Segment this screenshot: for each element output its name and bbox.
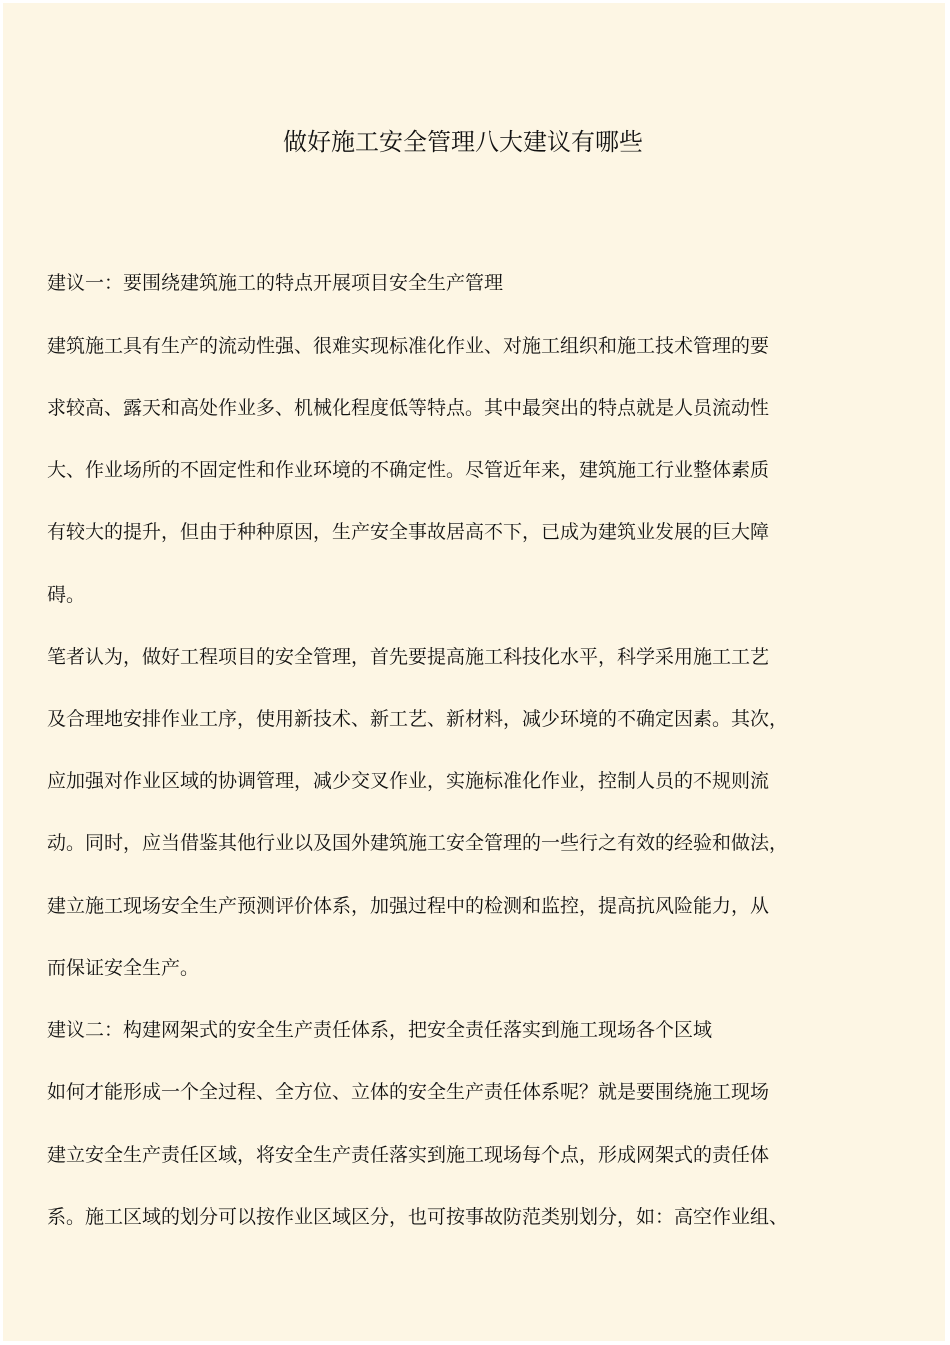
paragraph-line: 有较大的提升，但由于种种原因，生产安全事故居高不下，已成为建筑业发展的巨大障: [47, 521, 770, 543]
paragraph-line: 动。同时，应当借鉴其他行业以及国外建筑施工安全管理的一些行之有效的经验和做法，: [47, 832, 789, 854]
document-page: [3, 3, 945, 1341]
paragraph-line: 系。施工区域的划分可以按作业区域区分，也可按事故防范类别划分，如：高空作业组、: [47, 1206, 789, 1228]
paragraph-line: 应加强对作业区域的协调管理，减少交叉作业，实施标准化作业，控制人员的不规则流: [47, 770, 770, 792]
document-title: 做好施工安全管理八大建议有哪些: [283, 128, 643, 156]
paragraph-line: 求较高、露天和高处作业多、机械化程度低等特点。其中最突出的特点就是人员流动性: [47, 397, 770, 419]
paragraph-line: 建立安全生产责任区域，将安全生产责任落实到施工现场每个点，形成网架式的责任体: [47, 1144, 770, 1166]
heading-suggestion-2: 建议二：构建网架式的安全生产责任体系，把安全责任落实到施工现场各个区域: [47, 1019, 713, 1041]
paragraph-line: 建筑施工具有生产的流动性强、很难实现标准化作业、对施工组织和施工技术管理的要: [47, 335, 770, 357]
paragraph-line: 大、作业场所的不固定性和作业环境的不确定性。尽管近年来，建筑施工行业整体素质: [47, 459, 770, 481]
paragraph-line: 碍。: [47, 584, 86, 606]
paragraph-line: 如何才能形成一个全过程、全方位、立体的安全生产责任体系呢？就是要围绕施工现场: [47, 1081, 770, 1103]
heading-suggestion-1: 建议一：要围绕建筑施工的特点开展项目安全生产管理: [47, 272, 504, 294]
paragraph-line: 建立施工现场安全生产预测评价体系，加强过程中的检测和监控，提高抗风险能力，从: [47, 895, 770, 917]
paragraph-line: 及合理地安排作业工序，使用新技术、新工艺、新材料，减少环境的不确定因素。其次，: [47, 708, 789, 730]
paragraph-line: 而保证安全生产。: [47, 957, 200, 979]
paragraph-line: 笔者认为，做好工程项目的安全管理，首先要提高施工科技化水平，科学采用施工工艺: [47, 646, 770, 668]
